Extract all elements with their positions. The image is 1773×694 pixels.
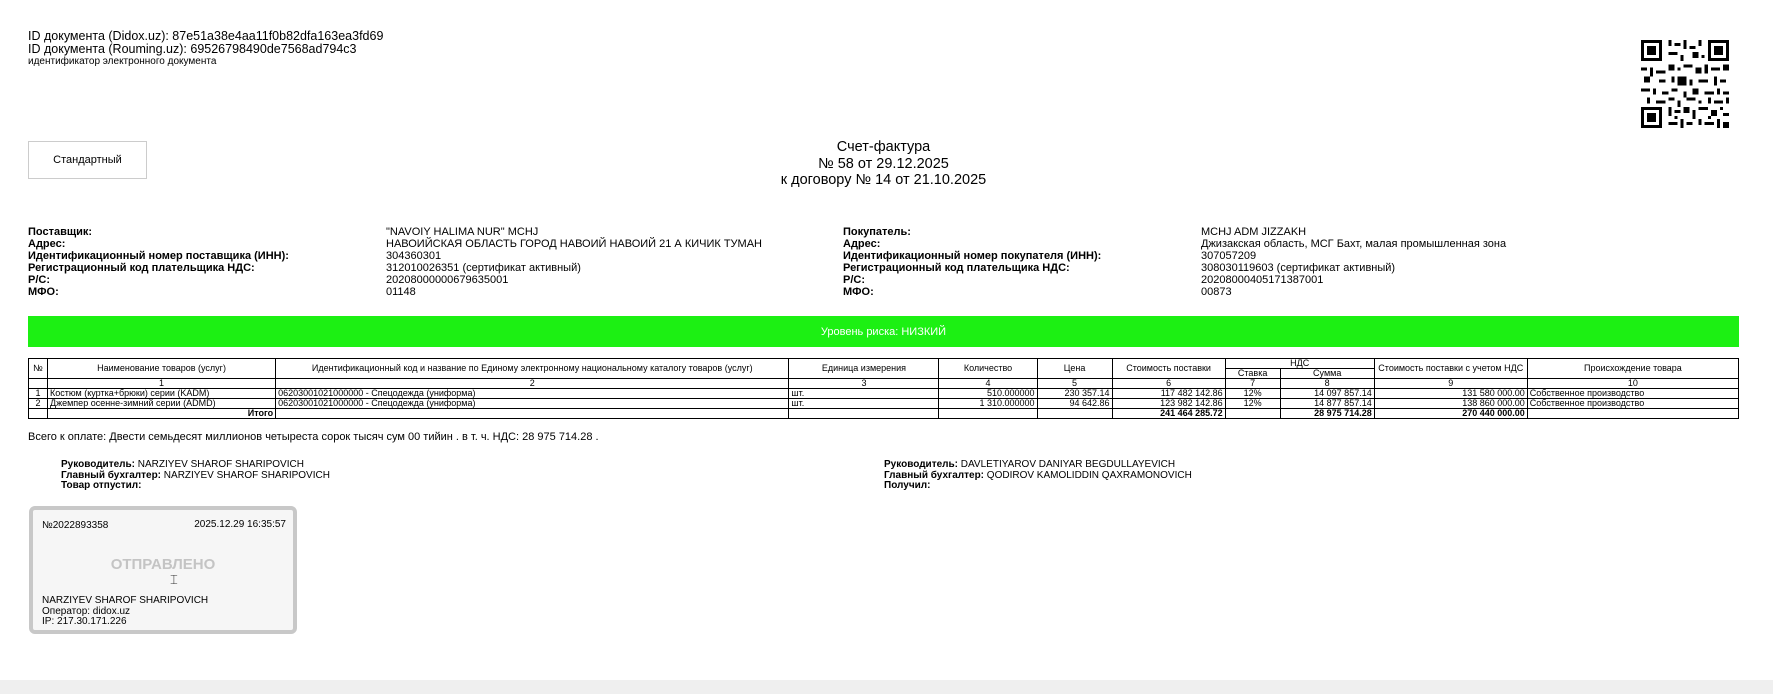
col-number: 10 (1527, 379, 1738, 389)
supplier-address-label: Адрес: (28, 238, 66, 250)
supplier-label: Поставщик: (28, 226, 93, 238)
col-header-vat: НДС (1225, 359, 1374, 369)
col-number: 2 (276, 379, 789, 389)
column-number-row (29, 379, 1739, 389)
text-cursor-icon: ⌶ (170, 572, 178, 587)
supplier-labels (28, 226, 289, 298)
table-row (29, 389, 1739, 399)
supplier-accountant: NARZIYEV SHAROF SHARIPOVICH (163, 469, 330, 481)
qr-code-icon (1641, 40, 1729, 128)
goods-released-label: Товар отпустил: (61, 480, 142, 491)
supplier-vat-code-label: Регистрационный код плательщика НДС: (28, 262, 255, 274)
col-header-no: № (29, 359, 48, 379)
row-name: Костюм (куртка+брюки) серии (KADM) (48, 389, 276, 399)
buyer-address-label: Адрес: (843, 238, 881, 250)
stamp-status: ОТПРАВЛЕНО (110, 556, 216, 573)
table-header-row (29, 359, 1739, 369)
table-total-row (29, 409, 1739, 419)
col-header-name: Наименование товаров (услуг) (48, 359, 276, 379)
supplier-accountant-label: Главный бухгалтер: (61, 469, 162, 481)
row-origin: Собственное производство (1527, 389, 1738, 399)
col-header-cost: Стоимость поставки (1112, 359, 1225, 379)
col-header-price: Цена (1037, 359, 1112, 379)
stamp-signer: NARZIYEV SHAROF SHARIPOVICH (42, 595, 209, 606)
title-line-3: к договору № 14 от 21.10.2025 (780, 172, 987, 188)
row-origin: Собственное производство (1527, 399, 1738, 409)
row-catalog: 06203001021000000 - Спецодежда (униформа) (276, 389, 789, 399)
col-header-unit: Единица измерения (789, 359, 939, 379)
document-type-button[interactable]: Стандартный (28, 141, 147, 179)
title-line-2: № 58 от 29.12.2025 (818, 155, 949, 172)
supplier-name: "NAVOIY HALIMA NUR" MCHJ (386, 226, 539, 238)
col-number: 9 (1374, 379, 1527, 389)
row-total: 138 860 000.00 (1374, 399, 1527, 409)
invoice-items-table (28, 358, 1739, 419)
buyer-accountant: QODIROV KAMOLIDDIN QAXRAMONOVICH (986, 469, 1192, 481)
supplier-vat-code: 312010026351 (сертификат активный) (386, 262, 581, 274)
row-cost: 123 982 142.86 (1112, 399, 1225, 409)
signature-stamp (29, 506, 297, 634)
col-number: 1 (48, 379, 276, 389)
row-vat-sum: 14 097 857.14 (1280, 389, 1374, 399)
buyer-accountant-label: Главный бухгалтер: (884, 469, 985, 481)
supplier-inn: 304360301 (386, 250, 442, 262)
row-price: 230 357.14 (1037, 389, 1112, 399)
col-header-origin: Происхождение товара (1527, 359, 1738, 379)
buyer-vat-code-label: Регистрационный код плательщика НДС: (843, 262, 1070, 274)
buyer-inn-label: Идентификационный номер покупателя (ИНН): (843, 250, 1102, 262)
supplier-mfo-label: МФО: (28, 286, 59, 298)
buyer-director: DAVLETIYAROV DANIYAR BEGDULLAYEVICH (960, 459, 1176, 470)
row-no: 2 (29, 399, 48, 409)
total-cost: 241 464 285.72 (1112, 409, 1225, 419)
stamp-datetime: 2025.12.29 16:35:57 (194, 519, 286, 530)
row-no: 1 (29, 389, 48, 399)
row-catalog: 06203001021000000 - Спецодежда (униформа) (276, 399, 789, 409)
row-total: 131 580 000.00 (1374, 389, 1527, 399)
buyer-director-label: Руководитель: (884, 459, 958, 470)
row-unit: шт. (789, 399, 939, 409)
row-unit: шт. (789, 389, 939, 399)
supplier-values (386, 226, 762, 298)
total-payable-text: Всего к оплате: Двести семьдесят миллионов четыреста сорок тысяч сум 00 тийин . в т. ч. НДС: 28 975 714.28 . (28, 431, 599, 443)
buyer-name: MCHJ ADM JIZZAKH (1201, 226, 1307, 238)
row-vat-sum: 14 877 857.14 (1280, 399, 1374, 409)
buyer-vat-code: 308030119603 (сертификат активный) (1201, 262, 1396, 274)
stamp-number: №2022893358 (42, 520, 109, 531)
col-header-total: Стоимость поставки с учетом НДС (1374, 359, 1527, 379)
supplier-signatures (61, 460, 330, 492)
supplier-director: NARZIYEV SHAROF SHARIPOVICH (137, 459, 304, 470)
col-header-vat-sum: Сумма (1280, 369, 1374, 379)
buyer-mfo-label: МФО: (843, 286, 874, 298)
col-number: 5 (1037, 379, 1112, 389)
row-cost: 117 482 142.86 (1112, 389, 1225, 399)
supplier-account: 20208000000679635001 (386, 274, 509, 286)
col-number: 6 (1112, 379, 1225, 389)
total-with-vat: 270 440 000.00 (1374, 409, 1527, 419)
row-price: 94 642.86 (1037, 399, 1112, 409)
col-number: 7 (1225, 379, 1280, 389)
total-vat-sum: 28 975 714.28 (1280, 409, 1374, 419)
supplier-account-label: Р/С: (28, 274, 50, 286)
col-header-catalog: Идентификационный код и название по Единому электронному национальному каталогу товаров (услуг) (276, 359, 789, 379)
supplier-mfo: 01148 (386, 286, 416, 298)
document-ids (28, 30, 383, 67)
col-header-vat-rate: Ставка (1225, 369, 1280, 379)
col-number: 8 (1280, 379, 1374, 389)
buyer-signatures (884, 460, 1192, 492)
buyer-mfo: 00873 (1201, 286, 1232, 298)
stamp-ip: IP: 217.30.171.226 (42, 616, 127, 627)
table-row (29, 399, 1739, 409)
supplier-director-label: Руководитель: (61, 459, 135, 470)
buyer-account-label: Р/С: (843, 274, 865, 286)
buyer-label: Покупатель: (843, 226, 911, 238)
col-number: 3 (789, 379, 939, 389)
buyer-inn: 307057209 (1201, 250, 1257, 262)
page-bottom-strip (0, 680, 1773, 694)
buyer-values (1201, 226, 1506, 298)
col-header-qty: Количество (939, 359, 1037, 379)
row-qty: 510.000000 (939, 389, 1037, 399)
supplier-address: НАВОИЙСКАЯ ОБЛАСТЬ ГОРОД НАВОИЙ НАВОИЙ 21 А КИЧИК ТУМАН (386, 238, 762, 250)
id-caption: идентификатор электронного документа (28, 56, 217, 67)
risk-level-banner: Уровень риска: НИЗКИЙ (28, 316, 1739, 347)
buyer-labels (843, 226, 1101, 298)
total-label: Итого (48, 409, 276, 419)
buyer-address: Джизакская область, МСГ Бахт, малая промышленная зона (1201, 238, 1507, 250)
row-qty: 1 310.000000 (939, 399, 1037, 409)
col-number: 4 (939, 379, 1037, 389)
document-title (0, 139, 1767, 189)
buyer-account: 20208000405171387001 (1201, 274, 1324, 286)
goods-received-label: Получил: (884, 480, 931, 491)
row-vat-rate: 12% (1225, 399, 1280, 409)
didox-id: ID документа (Didox.uz): 87e51a38e4aa11f0b82dfa163ea3fd69 (28, 29, 384, 43)
row-name: Джемпер осенне-зимний серии (ADMD) (48, 399, 276, 409)
stamp-signer-info (42, 596, 208, 628)
title-line-1: Счет-фактура (836, 139, 931, 155)
stamp-operator: Оператор: didox.uz (42, 605, 131, 617)
rouming-id: ID документа (Rouming.uz): 69526798490de7568ad794c3 (28, 42, 357, 56)
row-vat-rate: 12% (1225, 389, 1280, 399)
supplier-inn-label: Идентификационный номер поставщика (ИНН): (28, 250, 289, 262)
